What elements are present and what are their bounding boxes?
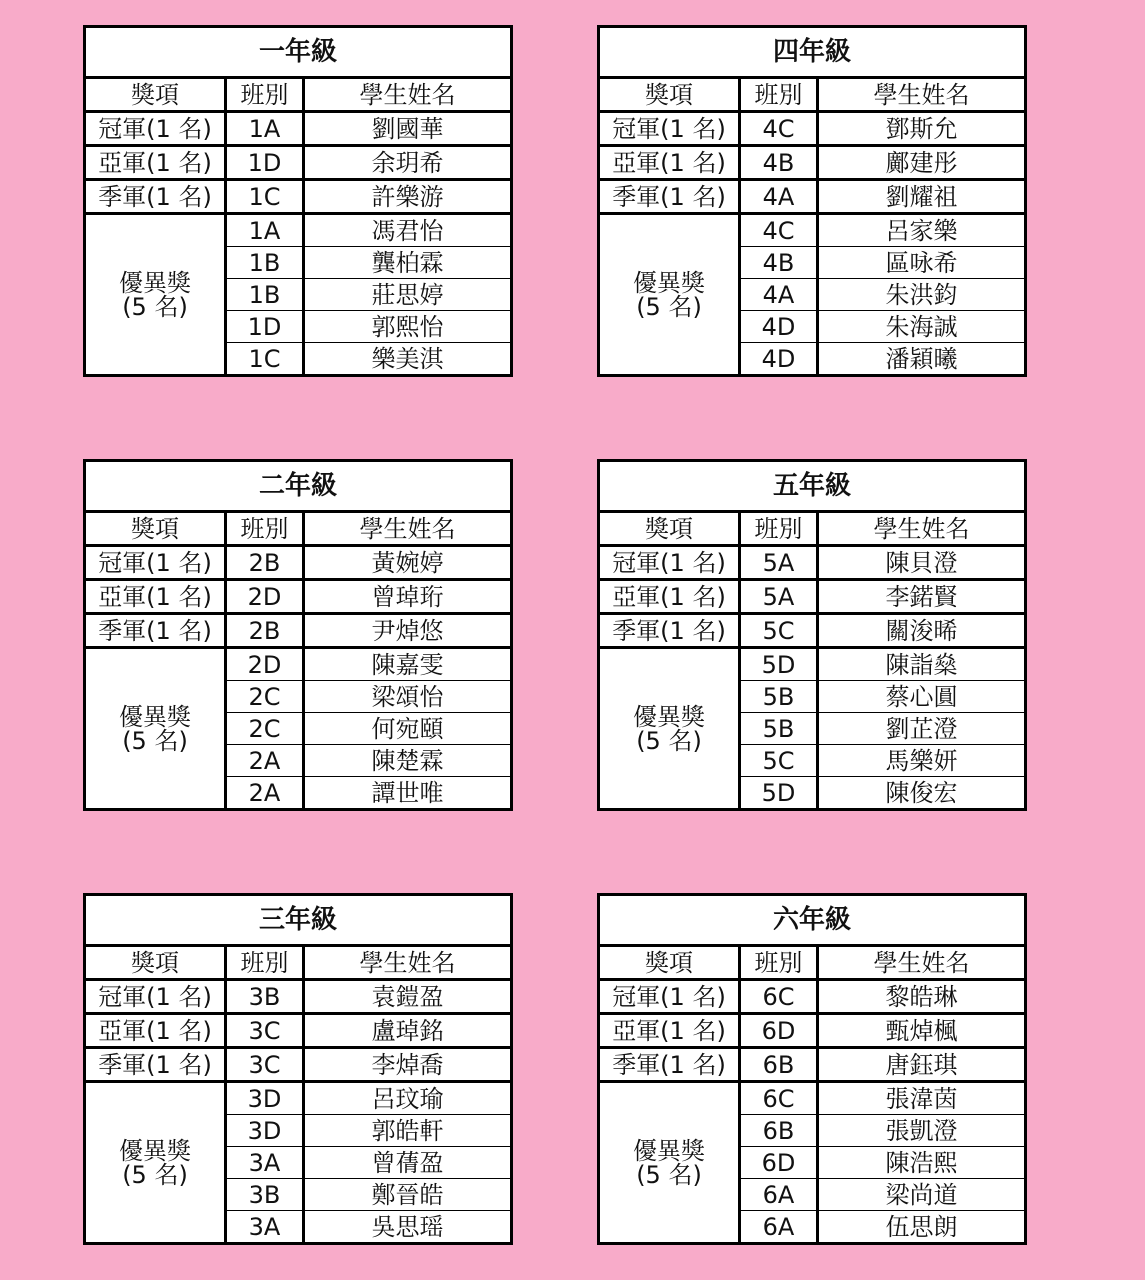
winner-row <box>599 1048 1026 1082</box>
rank-label: 季軍(1 名) <box>599 614 740 648</box>
student-name-cell: 甄焯楓 <box>818 1014 1026 1048</box>
class-cell: 2C <box>226 681 304 713</box>
winner-row <box>85 1048 512 1082</box>
class-cell: 6A <box>740 1179 818 1211</box>
winner-row <box>599 580 1026 614</box>
class-cell: 5B <box>740 681 818 713</box>
class-cell: 2B <box>226 614 304 648</box>
merit-award-label <box>85 648 226 810</box>
class-cell: 4A <box>740 279 818 311</box>
student-name-cell: 張湋茵 <box>818 1082 1026 1115</box>
student-name-cell: 劉芷澄 <box>818 713 1026 745</box>
class-cell: 3D <box>226 1082 304 1115</box>
header-award: 獎項 <box>85 78 226 112</box>
student-name-cell: 蔡心圓 <box>818 681 1026 713</box>
grade-table <box>597 893 1027 1245</box>
merit-row <box>85 214 512 247</box>
header-award: 獎項 <box>85 946 226 980</box>
merit-count: (5 名) <box>636 1160 702 1189</box>
student-name-cell: 陳楚霖 <box>304 745 512 777</box>
class-cell: 2A <box>226 777 304 810</box>
student-name-cell: 唐鈺琪 <box>818 1048 1026 1082</box>
grade-title: 三年級 <box>85 895 512 946</box>
merit-count: (5 名) <box>636 292 702 321</box>
header-class: 班別 <box>740 946 818 980</box>
class-cell: 6D <box>740 1147 818 1179</box>
merit-count: (5 名) <box>122 1160 188 1189</box>
merit-row <box>85 648 512 681</box>
merit-label: 優異獎 <box>119 1136 191 1165</box>
student-name-cell: 尹焯悠 <box>304 614 512 648</box>
class-cell: 2D <box>226 648 304 681</box>
class-cell: 5D <box>740 648 818 681</box>
grade-title: 一年級 <box>85 27 512 78</box>
merit-label: 優異獎 <box>119 702 191 731</box>
class-cell: 4D <box>740 343 818 376</box>
rank-label: 季軍(1 名) <box>85 1048 226 1082</box>
student-name-cell: 郭皓軒 <box>304 1115 512 1147</box>
class-cell: 2A <box>226 745 304 777</box>
winner-row <box>85 112 512 146</box>
header-student-name: 學生姓名 <box>304 946 512 980</box>
student-name-cell: 鄭晉皓 <box>304 1179 512 1211</box>
merit-label: 優異獎 <box>633 1136 705 1165</box>
rank-label: 亞軍(1 名) <box>85 146 226 180</box>
student-name-cell: 劉國華 <box>304 112 512 146</box>
student-name-cell: 曾蒨盈 <box>304 1147 512 1179</box>
class-cell: 6A <box>740 1211 818 1244</box>
class-cell: 1D <box>226 146 304 180</box>
header-award: 獎項 <box>599 512 740 546</box>
student-name-cell: 吳思瑶 <box>304 1211 512 1244</box>
grade-table <box>597 25 1027 377</box>
winner-row <box>599 146 1026 180</box>
header-student-name: 學生姓名 <box>304 78 512 112</box>
student-name-cell: 馬樂妍 <box>818 745 1026 777</box>
rank-label: 冠軍(1 名) <box>599 980 740 1014</box>
winner-row <box>85 1014 512 1048</box>
student-name-cell: 劉耀祖 <box>818 180 1026 214</box>
student-name-cell: 潘穎曦 <box>818 343 1026 376</box>
rank-label: 季軍(1 名) <box>599 180 740 214</box>
class-cell: 4C <box>740 214 818 247</box>
merit-award-label <box>599 648 740 810</box>
class-cell: 1C <box>226 180 304 214</box>
student-name-cell: 梁頌怡 <box>304 681 512 713</box>
winner-row <box>85 546 512 580</box>
header-student-name: 學生姓名 <box>304 512 512 546</box>
student-name-cell: 張凱澄 <box>818 1115 1026 1147</box>
merit-count: (5 名) <box>122 726 188 755</box>
winner-row <box>599 614 1026 648</box>
header-student-name: 學生姓名 <box>818 946 1026 980</box>
grade-table <box>83 459 513 811</box>
merit-award-label <box>85 214 226 376</box>
header-award: 獎項 <box>85 512 226 546</box>
class-cell: 1B <box>226 279 304 311</box>
merit-row <box>85 1082 512 1115</box>
class-cell: 3D <box>226 1115 304 1147</box>
student-name-cell: 馮君怡 <box>304 214 512 247</box>
class-cell: 3A <box>226 1211 304 1244</box>
rank-label: 亞軍(1 名) <box>85 1014 226 1048</box>
grade-table <box>83 25 513 377</box>
student-name-cell: 鄧斯允 <box>818 112 1026 146</box>
student-name-cell: 余玥希 <box>304 146 512 180</box>
rank-label: 亞軍(1 名) <box>599 580 740 614</box>
rank-label: 亞軍(1 名) <box>85 580 226 614</box>
class-cell: 1A <box>226 112 304 146</box>
merit-row <box>599 214 1026 247</box>
class-cell: 4B <box>740 146 818 180</box>
winner-row <box>85 146 512 180</box>
header-class: 班別 <box>226 946 304 980</box>
merit-count: (5 名) <box>636 726 702 755</box>
student-name-cell: 關浚晞 <box>818 614 1026 648</box>
rank-label: 亞軍(1 名) <box>599 146 740 180</box>
class-cell: 6C <box>740 1082 818 1115</box>
class-cell: 5C <box>740 745 818 777</box>
student-name-cell: 袁鎧盈 <box>304 980 512 1014</box>
student-name-cell: 盧琸銘 <box>304 1014 512 1048</box>
merit-row <box>599 1082 1026 1115</box>
student-name-cell: 郭熙怡 <box>304 311 512 343</box>
merit-label: 優異獎 <box>633 268 705 297</box>
class-cell: 2D <box>226 580 304 614</box>
class-cell: 6C <box>740 980 818 1014</box>
class-cell: 1C <box>226 343 304 376</box>
class-cell: 4C <box>740 112 818 146</box>
class-cell: 5B <box>740 713 818 745</box>
class-cell: 1B <box>226 247 304 279</box>
rank-label: 冠軍(1 名) <box>85 546 226 580</box>
header-student-name: 學生姓名 <box>818 78 1026 112</box>
class-cell: 3C <box>226 1014 304 1048</box>
rank-label: 冠軍(1 名) <box>85 112 226 146</box>
winner-row <box>599 980 1026 1014</box>
class-cell: 3B <box>226 980 304 1014</box>
winner-row <box>85 580 512 614</box>
student-name-cell: 陳詣燊 <box>818 648 1026 681</box>
student-name-cell: 梁尚道 <box>818 1179 1026 1211</box>
student-name-cell: 黃婉婷 <box>304 546 512 580</box>
rank-label: 季軍(1 名) <box>85 614 226 648</box>
header-class: 班別 <box>740 78 818 112</box>
merit-row <box>599 648 1026 681</box>
merit-award-label <box>85 1082 226 1244</box>
grade-title: 六年級 <box>599 895 1026 946</box>
rank-label: 冠軍(1 名) <box>599 546 740 580</box>
class-cell: 4B <box>740 247 818 279</box>
class-cell: 2C <box>226 713 304 745</box>
class-cell: 4D <box>740 311 818 343</box>
grade-title: 四年級 <box>599 27 1026 78</box>
grade-table <box>597 459 1027 811</box>
class-cell: 6D <box>740 1014 818 1048</box>
class-cell: 6B <box>740 1048 818 1082</box>
class-cell: 5C <box>740 614 818 648</box>
student-name-cell: 伍思朗 <box>818 1211 1026 1244</box>
student-name-cell: 陳浩熙 <box>818 1147 1026 1179</box>
student-name-cell: 朱洪鈞 <box>818 279 1026 311</box>
student-name-cell: 莊思婷 <box>304 279 512 311</box>
header-class: 班別 <box>740 512 818 546</box>
class-cell: 3B <box>226 1179 304 1211</box>
student-name-cell: 曾琸珩 <box>304 580 512 614</box>
student-name-cell: 黎皓琳 <box>818 980 1026 1014</box>
header-class: 班別 <box>226 512 304 546</box>
grade-title: 五年級 <box>599 461 1026 512</box>
class-cell: 5D <box>740 777 818 810</box>
grade-table <box>83 893 513 1245</box>
winner-row <box>85 980 512 1014</box>
winner-row <box>599 180 1026 214</box>
student-name-cell: 龔柏霖 <box>304 247 512 279</box>
class-cell: 1D <box>226 311 304 343</box>
class-cell: 4A <box>740 180 818 214</box>
merit-count: (5 名) <box>122 292 188 321</box>
student-name-cell: 區咏希 <box>818 247 1026 279</box>
winner-row <box>599 546 1026 580</box>
student-name-cell: 陳貝澄 <box>818 546 1026 580</box>
student-name-cell: 呂家樂 <box>818 214 1026 247</box>
rank-label: 冠軍(1 名) <box>85 980 226 1014</box>
header-student-name: 學生姓名 <box>818 512 1026 546</box>
header-award: 獎項 <box>599 946 740 980</box>
winner-row <box>599 1014 1026 1048</box>
student-name-cell: 李鍩賢 <box>818 580 1026 614</box>
student-name-cell: 陳嘉雯 <box>304 648 512 681</box>
student-name-cell: 何宛頤 <box>304 713 512 745</box>
class-cell: 3A <box>226 1147 304 1179</box>
rank-label: 季軍(1 名) <box>85 180 226 214</box>
class-cell: 6B <box>740 1115 818 1147</box>
class-cell: 2B <box>226 546 304 580</box>
merit-label: 優異獎 <box>119 268 191 297</box>
student-name-cell: 李焯喬 <box>304 1048 512 1082</box>
winner-row <box>85 614 512 648</box>
merit-label: 優異獎 <box>633 702 705 731</box>
class-cell: 5A <box>740 546 818 580</box>
student-name-cell: 陳俊宏 <box>818 777 1026 810</box>
winner-row <box>599 112 1026 146</box>
student-name-cell: 朱海誠 <box>818 311 1026 343</box>
header-award: 獎項 <box>599 78 740 112</box>
merit-award-label <box>599 214 740 376</box>
merit-award-label <box>599 1082 740 1244</box>
student-name-cell: 鄺建彤 <box>818 146 1026 180</box>
rank-label: 季軍(1 名) <box>599 1048 740 1082</box>
student-name-cell: 譚世唯 <box>304 777 512 810</box>
student-name-cell: 樂美淇 <box>304 343 512 376</box>
class-cell: 5A <box>740 580 818 614</box>
rank-label: 冠軍(1 名) <box>599 112 740 146</box>
grade-title: 二年級 <box>85 461 512 512</box>
winner-row <box>85 180 512 214</box>
rank-label: 亞軍(1 名) <box>599 1014 740 1048</box>
student-name-cell: 呂玟瑜 <box>304 1082 512 1115</box>
student-name-cell: 許樂游 <box>304 180 512 214</box>
header-class: 班別 <box>226 78 304 112</box>
class-cell: 1A <box>226 214 304 247</box>
class-cell: 3C <box>226 1048 304 1082</box>
